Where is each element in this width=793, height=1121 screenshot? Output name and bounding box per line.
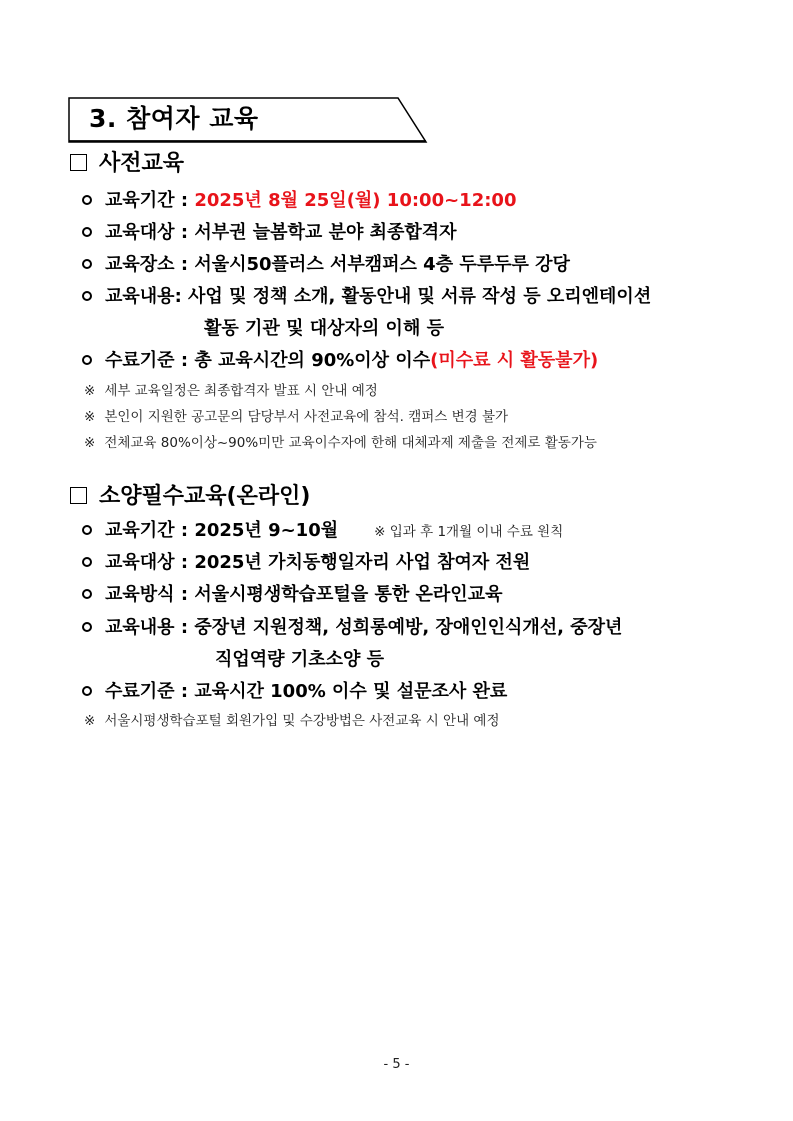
list-item <box>82 550 530 576</box>
item-label: 교육방식 <box>105 584 175 605</box>
item-separator: : <box>174 286 182 307</box>
item-label: 교육기간 <box>105 520 175 541</box>
bullet-circle-icon <box>82 589 92 599</box>
item-value: 교육시간 100% 이수 및 설문조사 완료 <box>194 681 508 702</box>
item-value: 총 교육시간의 90%이상 이수 <box>194 350 431 371</box>
list-item <box>82 188 516 214</box>
bullet-circle-icon <box>82 686 92 696</box>
list-item <box>82 220 457 246</box>
list-item <box>82 348 598 374</box>
item-value-continuation: 활동 기관 및 대상자의 이해 등 <box>204 318 444 339</box>
note-text: 입과 후 1개월 이내 수료 원칙 <box>389 524 564 540</box>
item-label: 교육장소 <box>105 254 175 275</box>
item-separator: : <box>180 617 189 638</box>
page-title: 3. 참여자 교육 <box>89 104 259 133</box>
note-text: 세부 교육일정은 최종합격자 발표 시 안내 예정 <box>104 383 378 399</box>
item-value: 중장년 지원정책, 성희롱예방, 장애인인식개선, 중장년 <box>194 617 623 638</box>
item-label: 교육내용 <box>105 617 175 638</box>
bullet-circle-icon <box>82 622 92 632</box>
bullet-circle-icon <box>82 525 92 535</box>
item-value: 2025년 9~10월 <box>194 520 339 541</box>
item-value: 서울시평생학습포털을 통한 온라인교육 <box>194 584 503 605</box>
item-label: 교육내용 <box>105 286 175 307</box>
item-separator: : <box>180 222 189 243</box>
item-separator: : <box>180 350 189 371</box>
note-line <box>84 712 500 730</box>
bullet-circle-icon <box>82 291 92 301</box>
list-item <box>82 518 563 545</box>
note-text: 전체교육 80%이상~90%미만 교육이수자에 한해 대체과제 제출을 전제로 활동가능 <box>104 435 597 451</box>
note-mark-icon: ※ <box>84 713 96 729</box>
note-line <box>84 434 597 452</box>
list-item <box>82 284 651 310</box>
item-label: 교육기간 <box>105 190 175 211</box>
item-value-continuation: 직업역량 기초소양 등 <box>215 649 385 670</box>
note-line <box>84 408 508 426</box>
item-value: 2025년 8월 25일(월) 10:00~12:00 <box>194 190 517 211</box>
checkbox-square-icon <box>70 154 87 171</box>
page-number: - 5 - <box>383 1057 410 1072</box>
section-heading-pre-education <box>70 150 184 178</box>
section-title-box <box>68 97 428 143</box>
note-mark-icon: ※ <box>84 409 96 425</box>
list-item <box>82 252 570 278</box>
list-item <box>82 582 502 608</box>
item-separator: : <box>180 584 189 605</box>
note-text: 서울시평생학습포털 회원가입 및 수강방법은 사전교육 시 안내 예정 <box>104 713 500 729</box>
bullet-circle-icon <box>82 259 92 269</box>
section-heading-text: 소양필수교육(온라인) <box>99 484 311 509</box>
item-label: 수료기준 <box>105 681 175 702</box>
section-heading-text: 사전교육 <box>99 151 185 176</box>
item-separator: : <box>180 520 189 541</box>
item-label: 교육대상 <box>105 552 175 573</box>
item-value: 사업 및 정책 소개, 활동안내 및 서류 작성 등 오리엔테이션 <box>188 286 652 307</box>
note-mark-icon: ※ <box>84 383 96 399</box>
item-separator: : <box>180 552 189 573</box>
item-label: 교육대상 <box>105 222 175 243</box>
item-separator: : <box>180 254 189 275</box>
item-separator: : <box>180 190 189 211</box>
item-value: 서부권 늘봄학교 분야 최종합격자 <box>194 222 457 243</box>
item-value: 서울시50플러스 서부캠퍼스 4층 두루두루 강당 <box>194 254 570 275</box>
item-value: 2025년 가치동행일자리 사업 참여자 전원 <box>194 552 531 573</box>
section-heading-online-education <box>70 483 310 511</box>
item-value-warning: (미수료 시 활동불가) <box>430 350 599 371</box>
list-item <box>82 615 622 641</box>
item-label: 수료기준 <box>105 350 175 371</box>
item-separator: : <box>180 681 189 702</box>
note-mark-icon: ※ <box>374 524 386 540</box>
bullet-circle-icon <box>82 227 92 237</box>
inline-note <box>374 524 563 540</box>
bullet-circle-icon <box>82 557 92 567</box>
list-item <box>82 679 507 705</box>
note-mark-icon: ※ <box>84 435 96 451</box>
note-line <box>84 382 378 400</box>
note-text: 본인이 지원한 공고문의 담당부서 사전교육에 참석. 캠퍼스 변경 불가 <box>104 409 509 425</box>
checkbox-square-icon <box>70 487 87 504</box>
bullet-circle-icon <box>82 195 92 205</box>
bullet-circle-icon <box>82 355 92 365</box>
